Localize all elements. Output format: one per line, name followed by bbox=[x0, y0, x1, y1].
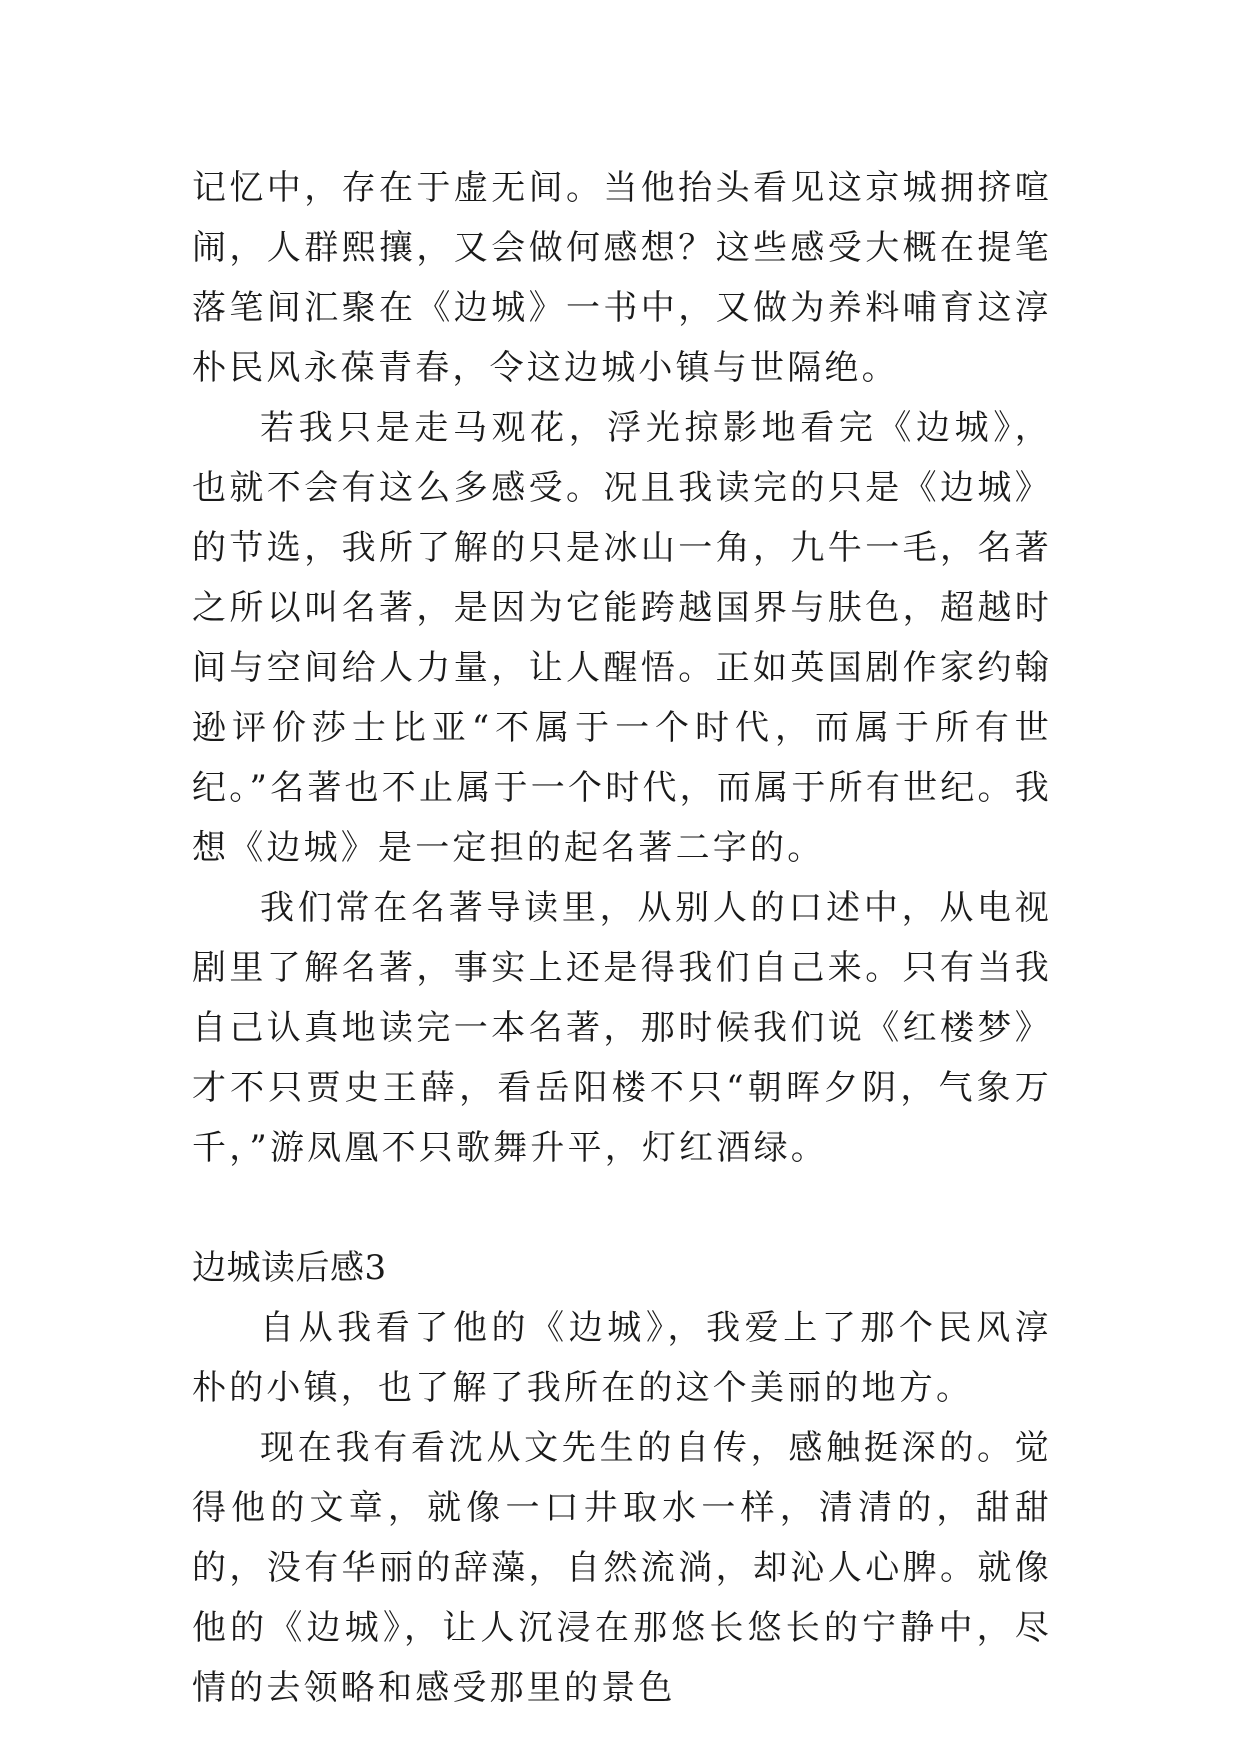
paragraph-continuation: 记忆中，存在于虚无间。当他抬头看见这京城拥挤喧闹，人群熙攘，又会做何感想？这些感受大概在提笔落笔间汇聚在《边城》一书中，又做为养料哺育这淳朴民风永葆青春，令这边城小镇与世隔绝。 bbox=[192, 168, 1052, 388]
document-body bbox=[192, 158, 1052, 1718]
section-title: 边城读后感3 bbox=[192, 1248, 387, 1288]
paragraph: 自从我看了他的《边城》，我爱上了那个民风淳朴的小镇，也了解了我所在的这个美丽的地方。 bbox=[192, 1308, 1052, 1408]
paragraph: 若我只是走马观花，浮光掠影地看完《边城》，也就不会有这么多感受。况且我读完的只是《边城》的节选，我所了解的只是冰山一角，九牛一毛，名著之所以叫名著，是因为它能跨越国界与肤色，超越时间与空间给人力量，让人醒悟。正如英国剧作家约翰逊评价莎士比亚“不属于一个时代，而属于所有世纪。”名著也不止属于一个时代，而属于所有世纪。我想《边城》是一定担的起名著二字的。 bbox=[192, 408, 1052, 868]
paragraph: 现在我有看沈从文先生的自传，感触挺深的。觉得他的文章，就像一口井取水一样，清清的，甜甜的，没有华丽的辞藻，自然流淌，却沁人心脾。就像他的《边城》，让人沉浸在那悠长悠长的宁静中，尽情的去领略和感受那里的景色 bbox=[192, 1428, 1052, 1708]
paragraph: 我们常在名著导读里，从别人的口述中，从电视剧里了解名著，事实上还是得我们自己来。只有当我自己认真地读完一本名著，那时候我们说《红楼梦》才不只贾史王薛，看岳阳楼不只“朝晖夕阴，气象万千，”游凤凰不只歌舞升平，灯红酒绿。 bbox=[192, 888, 1052, 1168]
